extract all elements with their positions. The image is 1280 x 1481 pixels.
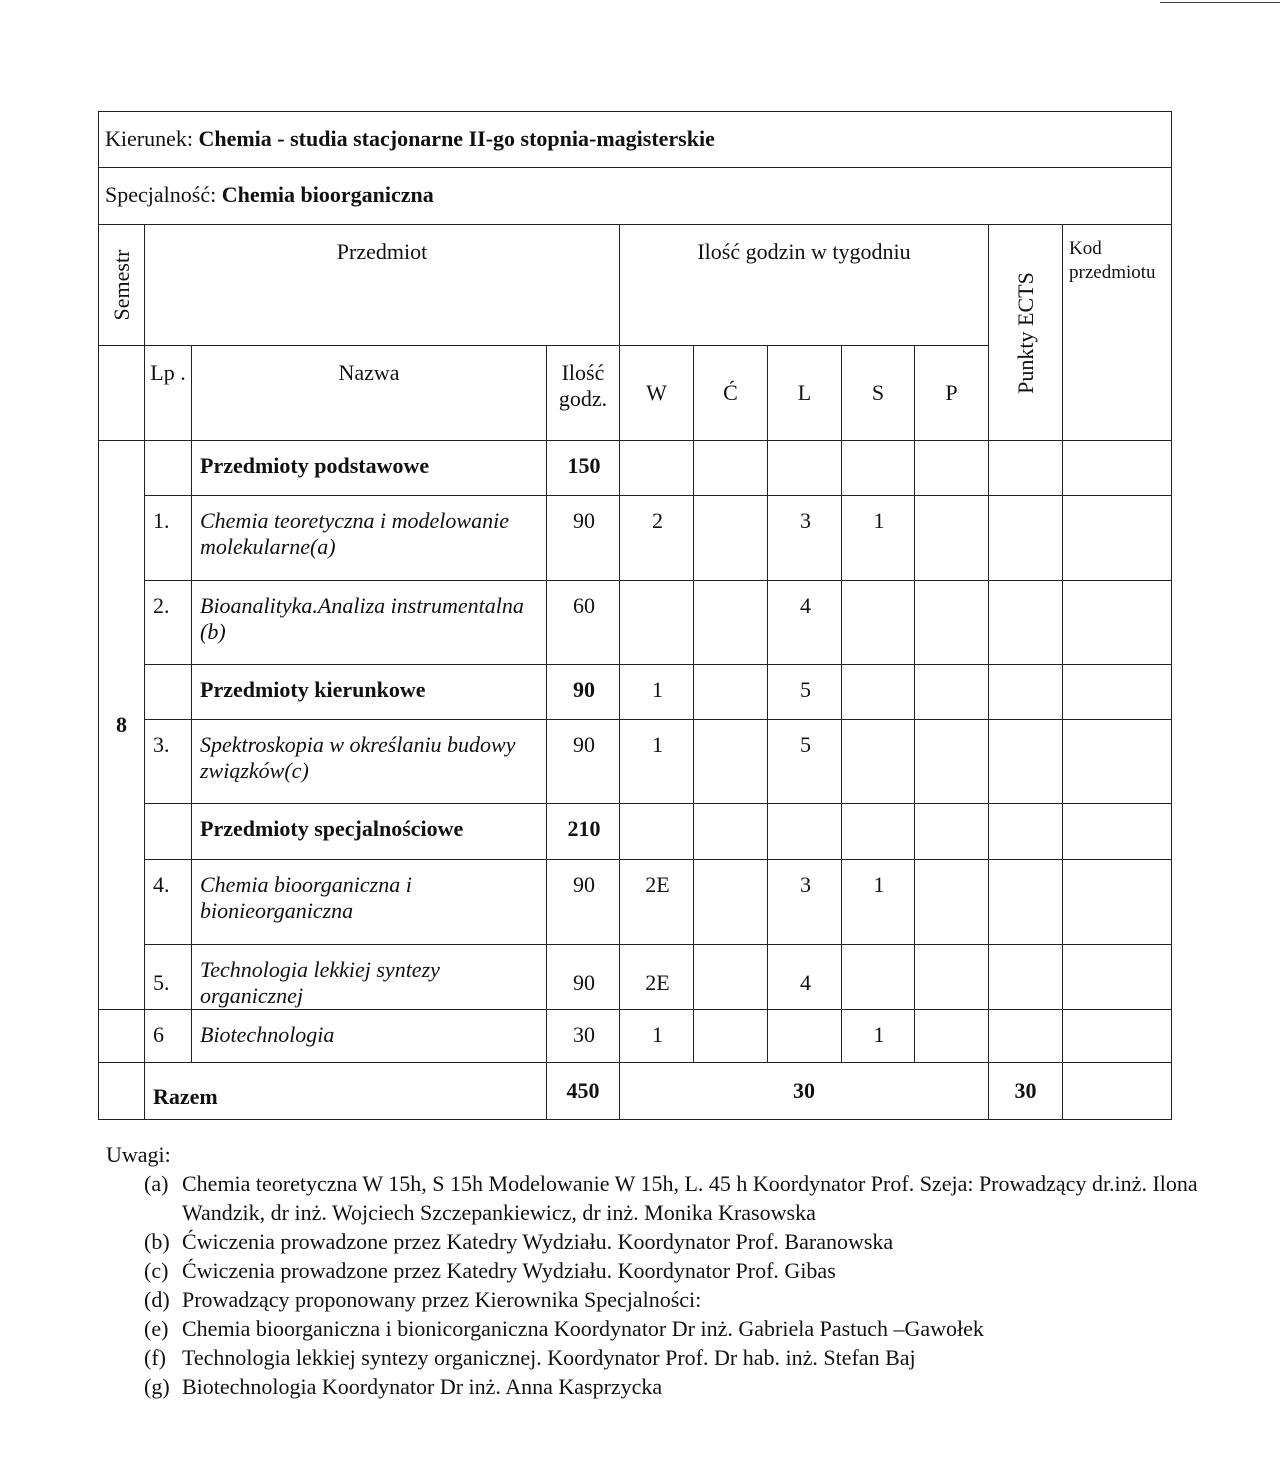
total-label: Razem — [145, 1063, 547, 1120]
w-cell: 2E — [620, 945, 694, 1010]
p-cell — [915, 945, 989, 1010]
notes-list — [106, 1169, 1212, 1401]
c-cell — [694, 665, 768, 720]
total-weekly: 30 — [620, 1063, 989, 1120]
l-cell: 3 — [768, 860, 842, 945]
p-cell — [915, 665, 989, 720]
w-cell: 1 — [620, 665, 694, 720]
note-marker: (c) — [144, 1258, 169, 1283]
kierunek-value: Chemia - studia stacjonarne II-go stopnia-magisterskie — [198, 126, 715, 151]
s-cell — [842, 945, 915, 1010]
lp-cell — [145, 441, 192, 496]
specjalnosc-row — [99, 168, 1172, 225]
w-header: W — [620, 346, 694, 441]
note-text: Ćwiczenia prowadzone przez Katedry Wydziału. Koordynator Prof. Baranowska — [182, 1229, 894, 1254]
lp-cell: 4. — [145, 860, 192, 945]
lp-cell: 2. — [145, 581, 192, 665]
s-header: S — [842, 346, 915, 441]
subject-name: Biotechnologia — [192, 1010, 547, 1063]
w-cell: 2 — [620, 496, 694, 581]
c-cell — [694, 581, 768, 665]
w-cell: 2E — [620, 860, 694, 945]
subject-name: Przedmioty podstawowe — [192, 441, 547, 496]
w-cell: 1 — [620, 720, 694, 804]
l-cell: 5 — [768, 720, 842, 804]
semestr-header-blank — [99, 346, 145, 441]
c-cell — [694, 1010, 768, 1063]
kod-cell — [1063, 496, 1172, 581]
note-marker: (e) — [144, 1316, 169, 1341]
note-item — [106, 1169, 1212, 1227]
kod-cell — [1063, 441, 1172, 496]
w-cell — [620, 441, 694, 496]
table-row — [99, 581, 1172, 665]
przedmiot-header: Przedmiot — [145, 225, 620, 346]
c-cell — [694, 720, 768, 804]
note-item — [106, 1372, 1212, 1401]
hours-per-week-header: Ilość godzin w tygodniu — [620, 225, 989, 346]
lp-header: Lp . — [145, 346, 192, 441]
c-header: Ć — [694, 346, 768, 441]
hours-header: Ilość godz. — [547, 346, 620, 441]
lp-cell: 6 — [145, 1010, 192, 1063]
lp-cell: 3. — [145, 720, 192, 804]
s-cell — [842, 581, 915, 665]
note-text: Chemia bioorganiczna i bionicorganiczna Koordynator Dr inż. Gabriela Pastuch –Gawołek — [182, 1316, 984, 1341]
note-item — [106, 1343, 1212, 1372]
w-cell: 1 — [620, 1010, 694, 1063]
semestr-header: Semestr — [99, 225, 145, 346]
l-cell: 4 — [768, 945, 842, 1010]
p-cell — [915, 581, 989, 665]
s-cell — [842, 804, 915, 860]
p-cell — [915, 441, 989, 496]
note-item — [106, 1227, 1212, 1256]
subject-name: Chemia bioorganiczna i bionieorganiczna — [192, 860, 547, 945]
s-cell — [842, 665, 915, 720]
scan-edge-line — [1160, 2, 1280, 3]
s-cell: 1 — [842, 1010, 915, 1063]
l-cell: 3 — [768, 496, 842, 581]
ects-cell — [989, 665, 1063, 720]
note-marker: (a) — [144, 1171, 169, 1196]
subject-name: Przedmioty specjalnościowe — [192, 804, 547, 860]
l-header: L — [768, 346, 842, 441]
table-row — [99, 1010, 1172, 1063]
note-marker: (f) — [144, 1345, 166, 1370]
table-row — [99, 860, 1172, 945]
notes-title: Uwagi: — [106, 1142, 171, 1167]
kod-cell — [1063, 804, 1172, 860]
l-cell — [768, 441, 842, 496]
p-cell — [915, 804, 989, 860]
study-plan-table — [98, 111, 1172, 1120]
p-cell — [915, 496, 989, 581]
w-cell — [620, 804, 694, 860]
hours-cell: 90 — [547, 860, 620, 945]
p-header: P — [915, 346, 989, 441]
ects-cell — [989, 1010, 1063, 1063]
l-cell — [768, 804, 842, 860]
total-kod — [1063, 1063, 1172, 1120]
l-cell: 4 — [768, 581, 842, 665]
ects-cell — [989, 945, 1063, 1010]
specjalnosc-value: Chemia bioorganiczna — [221, 182, 434, 207]
lp-cell: 5. — [145, 945, 192, 1010]
subject-name: Chemia teoretyczna i modelowanie molekularne(a) — [192, 496, 547, 581]
kod-cell — [1063, 665, 1172, 720]
total-hours: 450 — [547, 1063, 620, 1120]
table-row — [99, 441, 1172, 496]
notes-section — [106, 1140, 1212, 1401]
table-row — [99, 665, 1172, 720]
kierunek-label: Kierunek: — [105, 126, 193, 151]
semester-cell-blank — [99, 1010, 145, 1063]
ects-cell — [989, 860, 1063, 945]
c-cell — [694, 441, 768, 496]
nazwa-header: Nazwa — [192, 346, 547, 441]
c-cell — [694, 804, 768, 860]
note-item — [106, 1285, 1212, 1314]
note-marker: (d) — [144, 1287, 170, 1312]
note-marker: (b) — [144, 1229, 170, 1254]
subject-name: Bioanalityka.Analiza instrumentalna (b) — [192, 581, 547, 665]
hours-cell: 90 — [547, 720, 620, 804]
hours-cell: 150 — [547, 441, 620, 496]
hours-cell: 90 — [547, 945, 620, 1010]
s-cell — [842, 441, 915, 496]
ects-header: Punkty ECTS — [989, 225, 1063, 441]
note-text: Ćwiczenia prowadzone przez Katedry Wydziału. Koordynator Prof. Gibas — [182, 1258, 836, 1283]
s-cell: 1 — [842, 496, 915, 581]
note-text: Technologia lekkiej syntezy organicznej. Koordynator Prof. Dr hab. inż. Stefan Baj — [182, 1345, 916, 1370]
total-blank — [99, 1063, 145, 1120]
s-cell — [842, 720, 915, 804]
subject-name: Technologia lekkiej syntezy organicznej — [192, 945, 547, 1010]
header-row-1 — [99, 225, 1172, 346]
kod-cell — [1063, 581, 1172, 665]
hours-cell: 210 — [547, 804, 620, 860]
table-row — [99, 720, 1172, 804]
subject-name: Spektroskopia w określaniu budowy związków(c) — [192, 720, 547, 804]
table-row — [99, 804, 1172, 860]
kierunek-row — [99, 112, 1172, 168]
hours-cell: 60 — [547, 581, 620, 665]
l-cell: 5 — [768, 665, 842, 720]
c-cell — [694, 860, 768, 945]
l-cell — [768, 1010, 842, 1063]
total-row — [99, 1063, 1172, 1120]
note-marker: (g) — [144, 1374, 170, 1399]
note-text: Biotechnologia Koordynator Dr inż. Anna Kasprzycka — [182, 1374, 663, 1399]
ects-cell — [989, 496, 1063, 581]
ects-cell — [989, 804, 1063, 860]
note-item — [106, 1314, 1212, 1343]
kod-cell — [1063, 860, 1172, 945]
c-cell — [694, 945, 768, 1010]
kod-cell — [1063, 1010, 1172, 1063]
lp-cell: 1. — [145, 496, 192, 581]
total-ects: 30 — [989, 1063, 1063, 1120]
subject-name: Przedmioty kierunkowe — [192, 665, 547, 720]
note-text: Chemia teoretyczna W 15h, S 15h Modelowanie W 15h, L. 45 h Koordynator Prof. Szeja: Prowadzący dr.inż. Ilona Wandzik, dr inż. Wojciech Szczepankiewicz, dr inż. Monika Krasowska — [182, 1171, 1198, 1225]
hours-cell: 90 — [547, 496, 620, 581]
table-row — [99, 496, 1172, 581]
semester-cell: 8 — [99, 441, 145, 1010]
hours-cell: 30 — [547, 1010, 620, 1063]
note-text: Prowadzący proponowany przez Kierownika Specjalności: — [182, 1287, 702, 1312]
ects-cell — [989, 441, 1063, 496]
table-row — [99, 945, 1172, 1010]
w-cell — [620, 581, 694, 665]
note-item — [106, 1256, 1212, 1285]
hours-cell: 90 — [547, 665, 620, 720]
kod-cell — [1063, 720, 1172, 804]
kod-cell — [1063, 945, 1172, 1010]
lp-cell — [145, 804, 192, 860]
c-cell — [694, 496, 768, 581]
s-cell: 1 — [842, 860, 915, 945]
kod-header: Kod przedmiotu — [1063, 225, 1172, 441]
specjalnosc-label: Specjalność: — [105, 182, 217, 207]
lp-cell — [145, 665, 192, 720]
ects-cell — [989, 581, 1063, 665]
p-cell — [915, 720, 989, 804]
ects-cell — [989, 720, 1063, 804]
p-cell — [915, 1010, 989, 1063]
p-cell — [915, 860, 989, 945]
